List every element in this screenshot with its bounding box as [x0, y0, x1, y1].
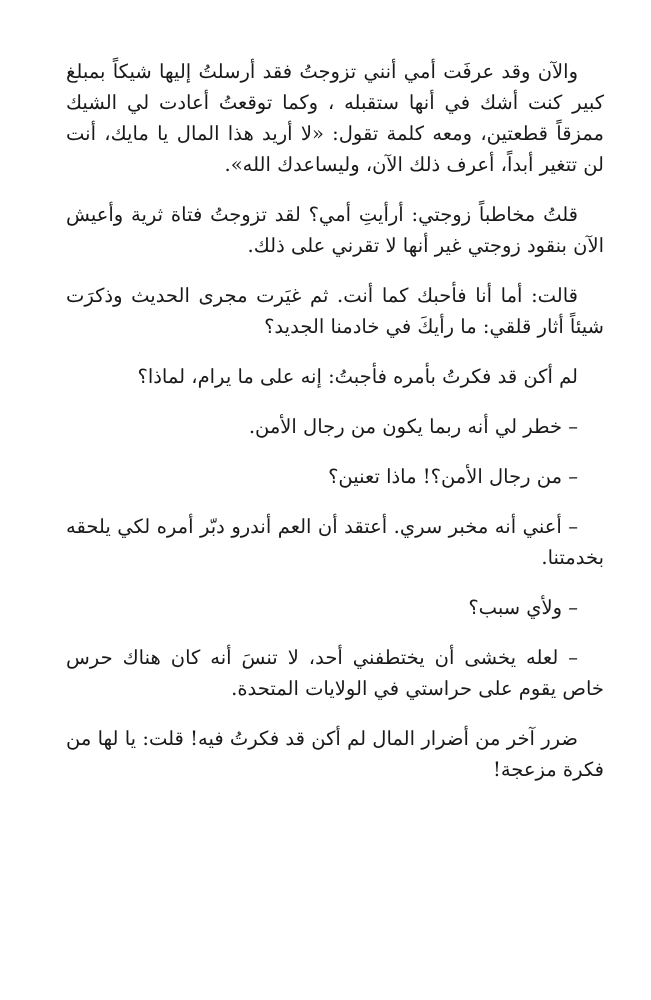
dialogue-line-kidnap: – لعله يخشى أن يختطفني أحد، لا تنسَ أنه كان هناك حرس خاص يقوم على حراستي في الولايات المتحدة.	[66, 646, 604, 700]
paragraph-another-harm: ضرر آخر من أضرار المال لم أكن قد فكرتُ فيه! قلت: يا لها من فكرة مزعجة!	[66, 727, 604, 781]
dialogue-line-security: – خطر لي أنه ربما يكون من رجال الأمن.	[248, 415, 578, 438]
dialogue-line-what-mean: – من رجال الأمن؟! ماذا تعنين؟	[328, 465, 578, 488]
paragraph-she-said: قالت: أما أنا فأحبك كما أنت. ثم غيَرت مجرى الحديث وذكرَت شيئاً أثار قلقي: ما رأيكَ في خادمنا الجديد؟	[66, 284, 604, 338]
dialogue-line-detective: – أعني أنه مخبر سري. أعتقد أن العم أندرو دبّر أمره لكي يلحقه بخدمتنا.	[66, 515, 604, 569]
book-page	[66, 56, 604, 804]
dialogue-line-why: – ولأي سبب؟	[468, 596, 578, 619]
paragraph-told-wife: قلتُ مخاطباً زوجتي: أرأيتِ أمي؟ لقد تزوجتُ فتاة ثرية وأعيش الآن بنقود زوجتي غير أنها لا تقرني على ذلك.	[66, 203, 604, 257]
paragraph-answered: لم أكن قد فكرتُ بأمره فأجبتُ: إنه على ما يرام، لماذا؟	[137, 365, 578, 388]
paragraph-letter-to-mother: والآن وقد عرفَت أمي أنني تزوجتُ فقد أرسلتُ إليها شيكاً بمبلغ كبير كنت أشك في أنها ستقبله ، وكما توقعتُ أعادت لي الشيك ممزقاً قطعتين، ومعه كلمة تقول: «لا أريد هذا المال يا مايك، أنت لن تتغير أبداً، أعرف ذلك الآن، وليساعدك الله».	[66, 60, 604, 176]
